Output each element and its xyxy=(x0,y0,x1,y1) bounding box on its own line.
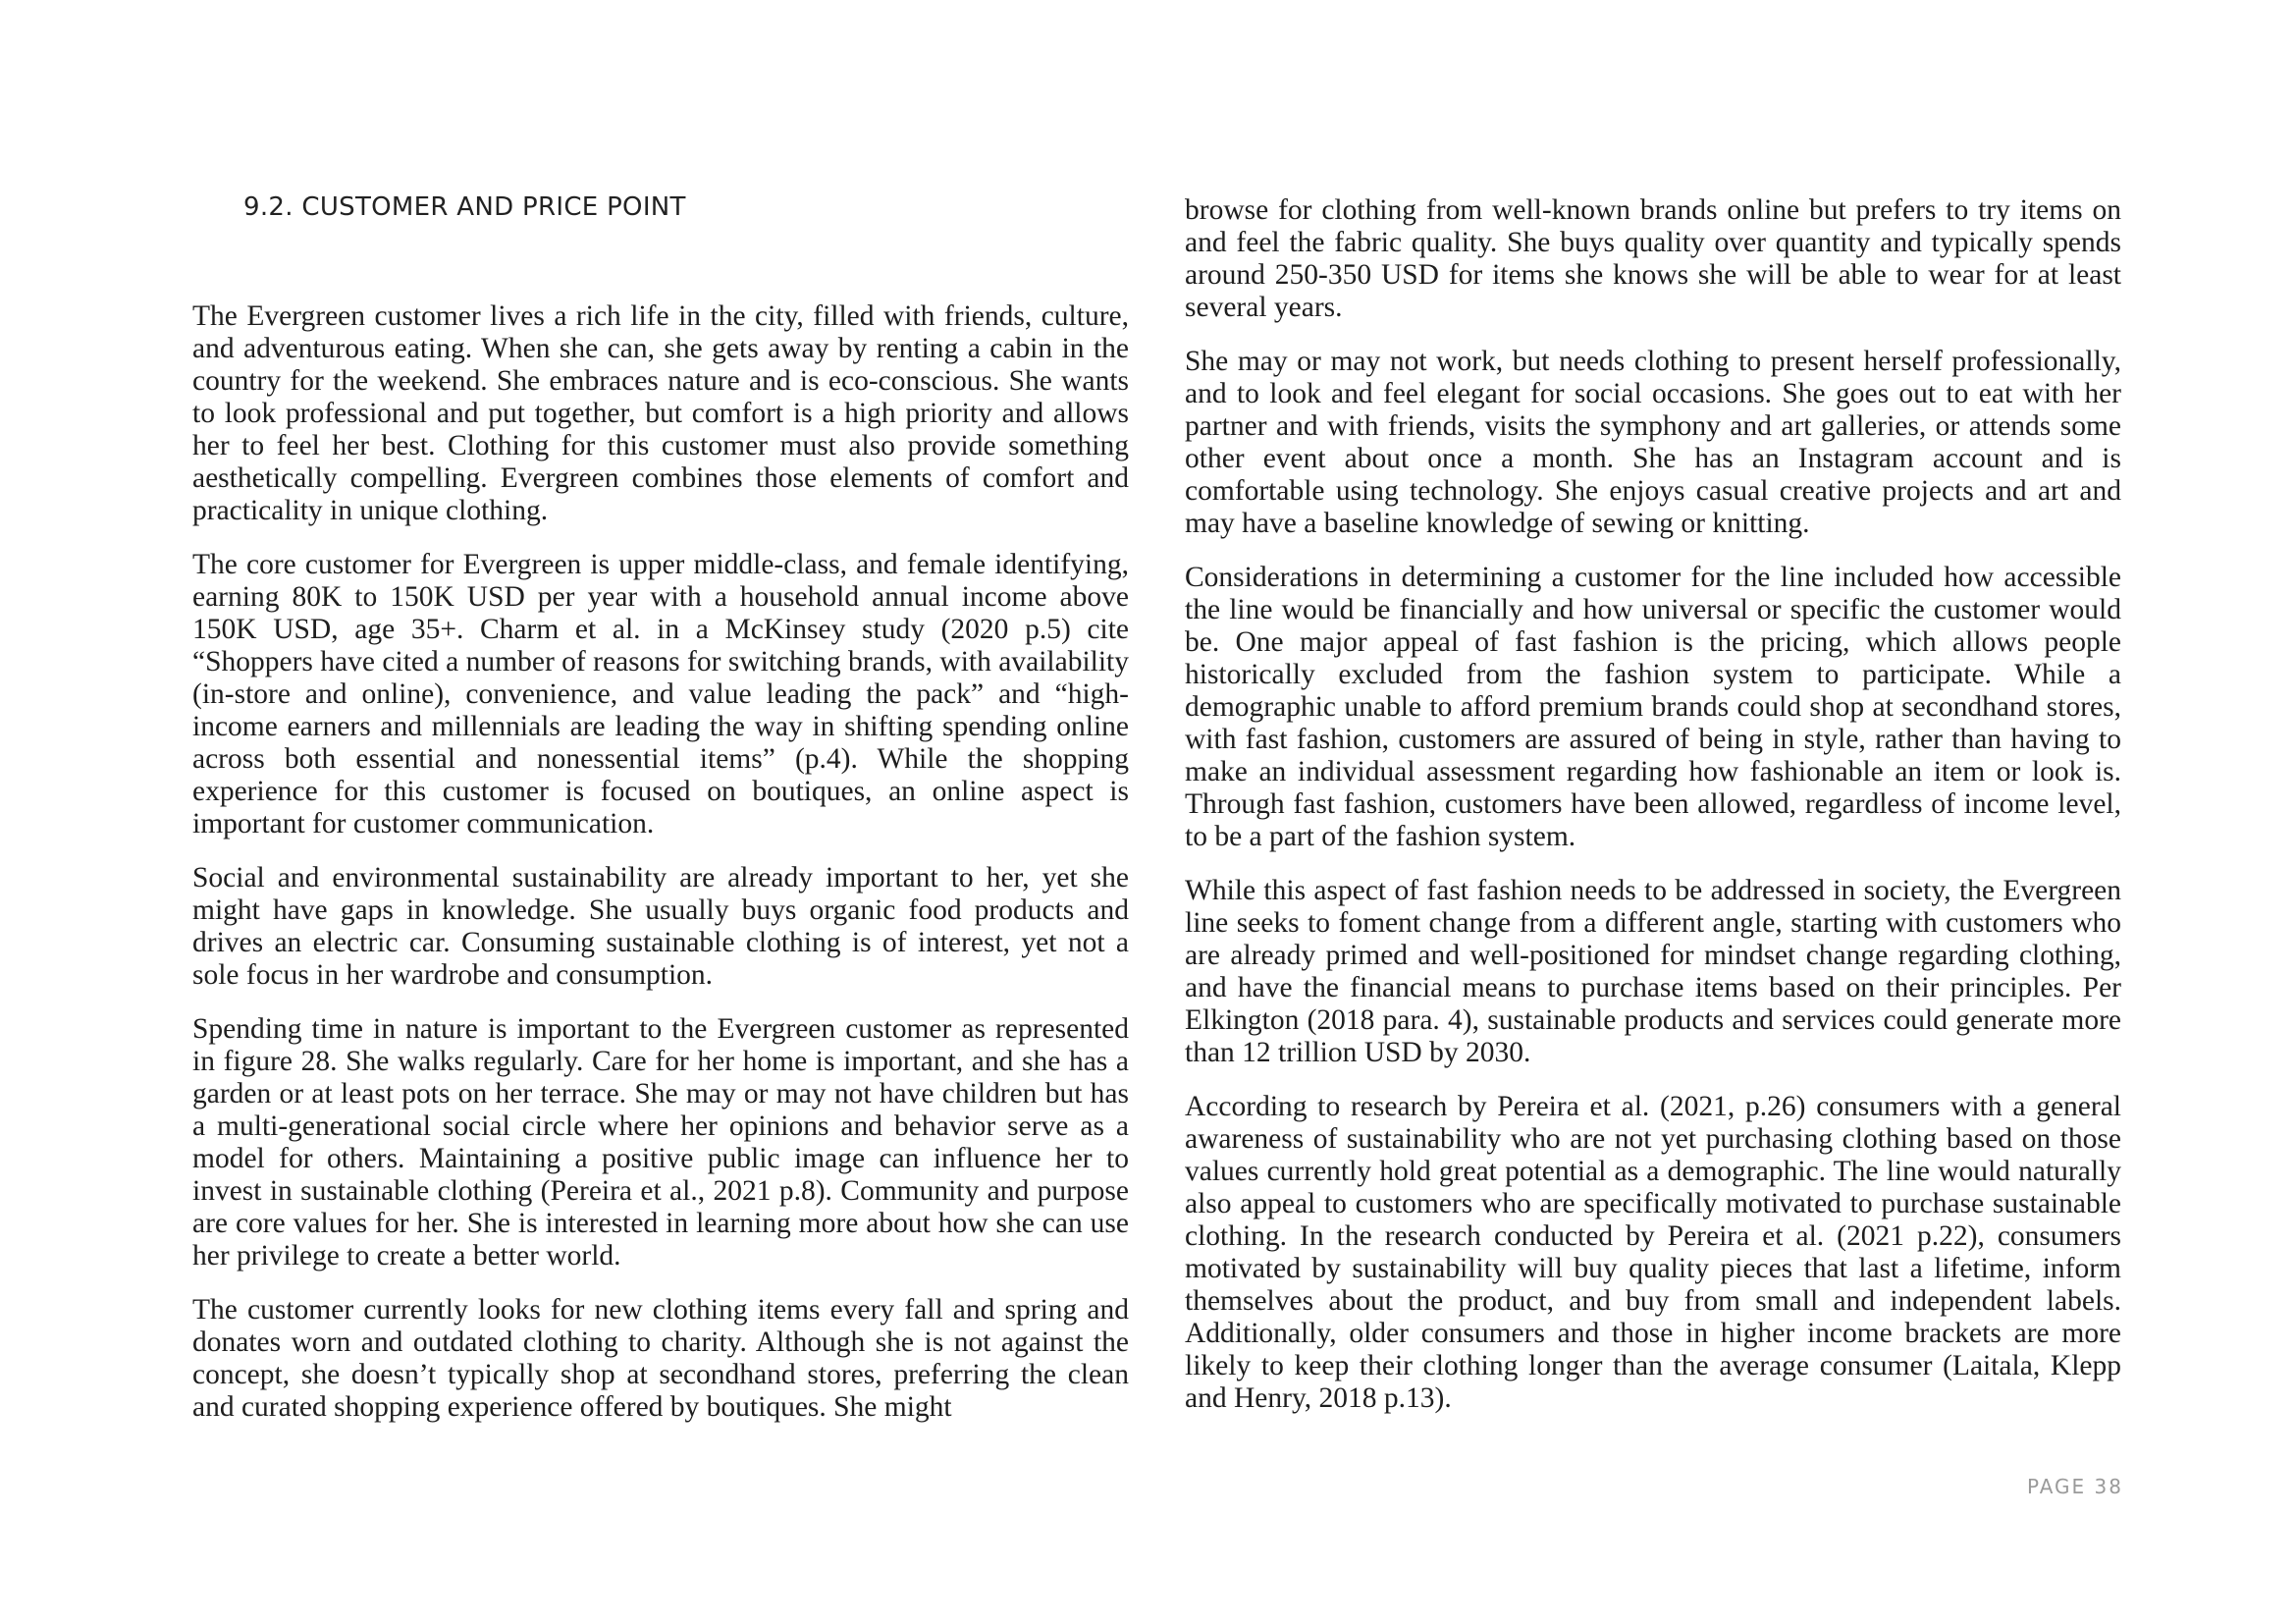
right-text-column xyxy=(1185,194,2121,1436)
paragraph: Spending time in nature is important to the Evergreen customer as represented in figure 28. She walks regularly. Care for her home is important, and she has a garden or at least pots on her terrace. She may or may not have children but has a multi-generational social circle where her opinions and behavior serve as a model for others. Maintaining a positive public image can influence her to invest in sustainable clothing (Pereira et al., 2021 p.8). Community and purpose are core values for her. She is interested in learning more about how she can use her privilege to create a better world. xyxy=(192,1013,1129,1272)
paragraph: The customer currently looks for new clothing items every fall and spring and donates worn and outdated clothing to charity. Although she is not against the concept, she doesn’t typically shop at secondhand stores, preferring the clean and curated shopping experience offered by boutiques. She might xyxy=(192,1294,1129,1423)
paragraph: Considerations in determining a customer for the line included how accessible the line would be financially and how universal or specific the customer would be. One major appeal of fast fashion is the pricing, which allows people historically excluded from the fashion system to participate. While a demographic unable to afford premium brands could shop at secondhand stores, with fast fashion, customers are assured of being in style, rather than having to make an individual assessment regarding how fashionable an item or look is. Through fast fashion, customers have been allowed, regardless of income level, to be a part of the fashion system. xyxy=(1185,562,2121,852)
paragraph: browse for clothing from well-known brands online but prefers to try items on and feel the fabric quality. She buys quality over quantity and typically spends around 250-350 USD for items she knows she will be able to wear for at least several years. xyxy=(1185,194,2121,323)
left-text-column xyxy=(192,300,1129,1445)
paragraph: According to research by Pereira et al. (2021, p.26) consumers with a general awareness of sustainability who are not yet purchasing clothing based on those values currently hold great potential as a demographic. The line would naturally also appeal to customers who are specifically motivated to purchase sustainable clothing. In the research conducted by Pereira et al. (2021 p.22), consumers motivated by sustainability will buy quality pieces that last a lifetime, inform themselves about the product, and buy from small and independent labels. Additionally, older consumers and those in higher income brackets are more likely to keep their clothing longer than the average consumer (Laitala, Klepp and Henry, 2018 p.13). xyxy=(1185,1091,2121,1414)
paragraph: The core customer for Evergreen is upper middle-class, and female identifying, earning 80K to 150K USD per year with a household annual income above 150K USD, age 35+. Charm et al. in a McKinsey study (2020 p.5) cite “Shoppers have cited a number of reasons for switching brands, with availability (in-store and online), convenience, and value leading the pack” and “high-income earners and millennials are leading the way in shifting spending online across both essential and nonessential items” (p.4). While the shopping experience for this customer is focused on boutiques, an online aspect is important for customer communication. xyxy=(192,549,1129,839)
paragraph: Social and environmental sustainability are already important to her, yet she might have gaps in knowledge. She usually buys organic food products and drives an electric car. Consuming sustainable clothing is of interest, yet not a sole focus in her wardrobe and consumption. xyxy=(192,862,1129,991)
page-number: PAGE 38 xyxy=(2026,1475,2123,1498)
paragraph: While this aspect of fast fashion needs to be addressed in society, the Evergreen line seeks to foment change from a different angle, starting with customers who are already primed and well-positioned for mindset change regarding clothing, and have the financial means to purchase items based on their principles. Per Elkington (2018 para. 4), sustainable products and services could generate more than 12 trillion USD by 2030. xyxy=(1185,875,2121,1068)
paragraph: She may or may not work, but needs clothing to present herself professionally, and to look and feel elegant for social occasions. She goes out to eat with her partner and with friends, visits the symphony and art galleries, or attends some other event about once a month. She has an Instagram account and is comfortable using technology. She enjoys casual creative projects and art and may have a baseline knowledge of sewing or knitting. xyxy=(1185,346,2121,539)
section-heading: 9.2. CUSTOMER AND PRICE POINT xyxy=(243,192,686,222)
paragraph: The Evergreen customer lives a rich life in the city, filled with friends, culture, and adventurous eating. When she can, she gets away by renting a cabin in the country for the weekend. She embraces nature and is eco-conscious. She wants to look professional and put together, but comfort is a high priority and allows her to feel her best. Clothing for this customer must also provide something aesthetically compelling. Evergreen combines those elements of comfort and practicality in unique clothing. xyxy=(192,300,1129,526)
